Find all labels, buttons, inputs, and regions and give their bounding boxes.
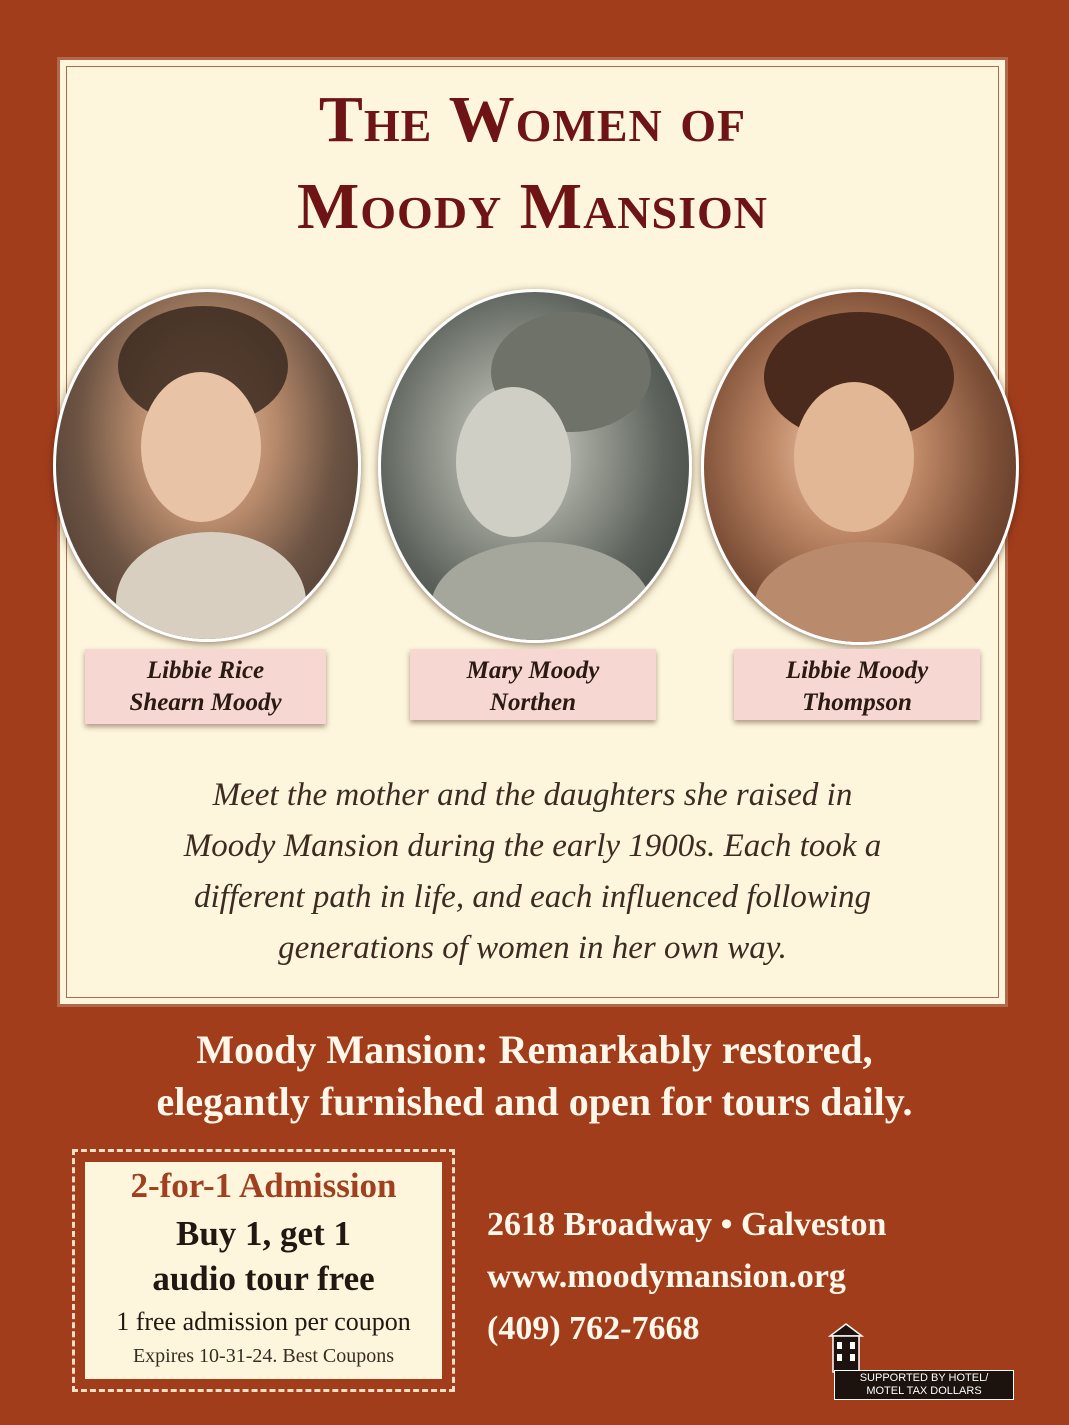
name-label-libbie-moody-thompson [734, 649, 980, 720]
intro-line: generations of women in her own way. [278, 930, 787, 966]
coupon-body [85, 1162, 442, 1379]
coupon-offer-line-1: Buy 1, get 1 [176, 1214, 351, 1253]
tagline [0, 1024, 1069, 1128]
name-label-mary-moody-northen [410, 649, 656, 720]
title-line-2: Moody Mansion [296, 170, 768, 243]
intro-line: Meet the mother and the daughters she raised in [212, 777, 853, 813]
portrait-libbie-moody-thompson [701, 289, 1019, 645]
tagline-line-2: elegantly furnished and open for tours daily. [156, 1079, 913, 1124]
name-line: Northen [489, 689, 577, 716]
tagline-line-1: Moody Mansion: Remarkably restored, [196, 1027, 873, 1072]
coupon-heading: 2-for-1 Admission [130, 1166, 397, 1205]
name-line: Libbie Rice [146, 657, 265, 684]
coupon[interactable] [72, 1149, 455, 1392]
name-label-libbie-rice-shearn-moody [85, 649, 326, 724]
title-line-1: The Women of [318, 83, 747, 156]
dress-shape [754, 542, 984, 645]
name-line: Mary Moody [466, 657, 600, 684]
name-line: Shearn Moody [129, 689, 282, 716]
address: 2618 Broadway • Galveston [487, 1206, 887, 1243]
badge-line-2: MOTEL TAX DOLLARS [866, 1385, 982, 1397]
face-shape [794, 382, 914, 532]
feature-panel [57, 57, 1008, 1007]
phone-number[interactable]: (409) 762-7668 [487, 1310, 700, 1347]
dress-shape [431, 542, 651, 643]
face-shape [141, 372, 261, 522]
intro-line: Moody Mansion during the early 1900s. Each took a [183, 828, 882, 864]
badge-text [834, 1370, 1014, 1400]
website-link[interactable]: www.moodymansion.org [487, 1258, 846, 1295]
tax-dollars-badge [826, 1322, 1016, 1398]
house-icon [828, 1322, 864, 1374]
coupon-offer-line-2: audio tour free [152, 1259, 375, 1298]
portrait-mary-moody-northen [378, 289, 692, 643]
name-line: Libbie Moody [785, 657, 929, 684]
badge-line-1: SUPPORTED BY HOTEL/ [859, 1372, 989, 1384]
face-shape [456, 387, 571, 537]
portrait-libbie-rice-shearn-moody [53, 289, 361, 642]
dress-shape [116, 532, 306, 642]
coupon-terms: 1 free admission per coupon [116, 1307, 411, 1336]
intro-paragraph [100, 770, 965, 974]
intro-line: different path in life, and each influenced following [194, 879, 871, 915]
coupon-expiry: Expires 10-31-24. Best Coupons [132, 1345, 395, 1367]
name-line: Thompson [802, 689, 912, 716]
